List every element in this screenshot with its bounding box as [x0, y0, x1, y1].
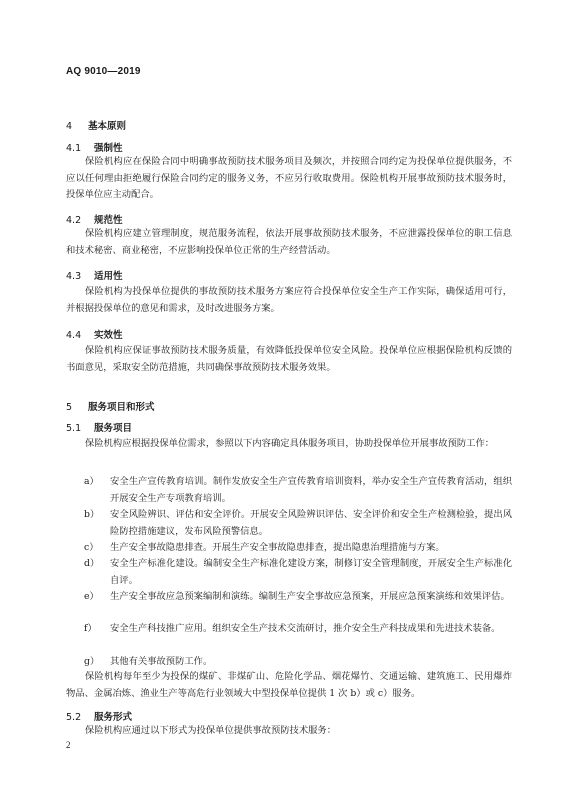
list-marker: a） — [84, 476, 99, 487]
section-title: 服务项目和形式 — [88, 402, 155, 413]
section-4-1-paragraph: 保险机构应在保险合同中明确事故预防技术服务项目及频次，并按照合同约定为投保单位提供服务，不应以任何理由拒绝履行保险合同约定的服务义务，不应另行收取费用。保险机构开展事故预防技术服务时，投保单位应主动配合。 — [66, 156, 512, 200]
section-4-4-paragraph: 保险机构应保证事故预防技术服务质量，有效降低投保单位安全风险。投保单位应根据保险机构反馈的书面意见，采取安全防范措施，共同确保事故预防技术服务效果。 — [66, 345, 512, 373]
list-item-text: 安全生产宣传教育培训。制作发放安全生产宣传教育培训资料，举办安全生产宣传教育活动，组织开展安全生产专项教育培训。 — [110, 476, 512, 504]
list-item-text: 生产安全事故隐患排查。开展生产安全事故隐患排查，提出隐患治理措施与方案。 — [110, 542, 445, 553]
list-marker: d） — [84, 558, 100, 569]
section-4-2-heading — [66, 212, 123, 226]
section-number: 5.1 — [66, 423, 82, 434]
list-marker: f） — [84, 623, 97, 634]
section-title: 基本原则 — [88, 121, 127, 132]
section-number: 4 — [66, 121, 73, 132]
document-code: AQ 9010—2019 — [66, 66, 141, 77]
section-5-2-intro: 保险机构应通过以下形式为投保单位提供事故预防技术服务： — [85, 725, 337, 736]
section-number: 5 — [66, 402, 73, 413]
section-title: 实效性 — [94, 330, 123, 341]
list-item-text: 安全风险辨识、评估和安全评价。开展安全风险辨识评估、安全评价和安全生产检测检验，提出风险防控措施建议，发布风险预警信息。 — [110, 509, 512, 537]
list-item — [84, 621, 512, 638]
list-item — [84, 507, 512, 540]
section-number: 4.1 — [66, 143, 82, 154]
section-number: 4.3 — [66, 271, 82, 282]
list-item — [84, 556, 512, 589]
section-number: 4.4 — [66, 330, 82, 341]
list-item — [84, 589, 512, 606]
page-number: 2 — [66, 740, 71, 750]
section-5-1-closing: 保险机构每年至少为投保的煤矿、非煤矿山、危险化学品、烟花爆竹、交通运输、建筑施工、民用爆炸物品、金属冶炼、渔业生产等高危行业领域大中型投保单位提供 1 次 b）或 c）服务。 — [66, 671, 512, 699]
section-title: 服务形式 — [94, 712, 133, 723]
section-title: 服务项目 — [94, 423, 133, 434]
section-5-1-intro: 保险机构应根据投保单位需求，参照以下内容确定具体服务项目，协助投保单位开展事故预防工作： — [85, 438, 495, 449]
section-5-heading — [66, 399, 155, 413]
section-number: 5.2 — [66, 712, 82, 723]
section-4-heading — [66, 118, 126, 132]
list-item — [84, 474, 512, 507]
list-item-text: 生产安全事故应急预案编制和演练。编制生产安全事故应急预案，开展应急预案演练和效果评估。 — [110, 591, 510, 602]
list-item-text: 安全生产标准化建设。编制安全生产标准化建设方案，制修订安全管理制度，开展安全生产标准化自评。 — [110, 558, 512, 586]
list-item — [84, 540, 512, 557]
section-number: 4.2 — [66, 215, 82, 226]
list-item-text: 安全生产科技推广应用。组织安全生产技术交流研讨，推介安全生产科技成果和先进技术装备。 — [110, 623, 501, 634]
section-4-4-heading — [66, 327, 123, 341]
section-4-3-heading — [66, 268, 123, 282]
section-5-1-heading — [66, 420, 132, 434]
section-title: 规范性 — [94, 215, 123, 226]
section-title: 强制性 — [94, 143, 123, 154]
section-4-1-heading — [66, 140, 123, 154]
list-marker: g） — [84, 656, 100, 667]
list-marker: b） — [84, 509, 100, 520]
section-title: 适用性 — [94, 271, 123, 282]
section-4-2-paragraph: 保险机构应建立管理制度，规范服务流程，依法开展事故预防技术服务，不应泄露投保单位的职工信息和技术秘密、商业秘密，不应影响投保单位正常的生产经营活动。 — [66, 228, 512, 256]
section-4-3-paragraph: 保险机构为投保单位提供的事故预防技术服务方案应符合投保单位安全生产工作实际，确保适用可行，并根据投保单位的意见和需求，及时改进服务方案。 — [66, 286, 512, 314]
list-item-text: 其他有关事故预防工作。 — [110, 656, 213, 667]
list-marker: c） — [84, 542, 99, 553]
list-marker: e） — [84, 591, 99, 602]
section-5-2-heading — [66, 709, 132, 723]
